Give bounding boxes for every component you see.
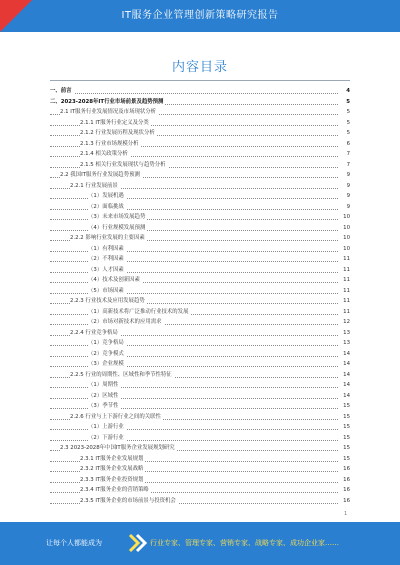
toc-entry-label: 2.3.2 IT服务企业发展战略 [80, 466, 144, 472]
toc-entry-label: （3）未来市场发展趋势 [88, 214, 146, 220]
toc-entry-page: 11 [341, 265, 350, 276]
toc-entry-page: 10 [341, 244, 350, 255]
toc-entry[interactable] [50, 370, 350, 381]
toc-entry-page: 5 [344, 97, 350, 108]
toc-entry-label: 二、2023-2028年IT行业市场前景及趋势预测 [50, 98, 164, 105]
toc-entry[interactable] [50, 191, 350, 202]
toc-entry[interactable] [50, 170, 350, 181]
toc-entry-page: 13 [341, 338, 350, 349]
toc-entry[interactable] [50, 307, 350, 318]
toc-entry-page: 16 [341, 464, 350, 475]
toc-entry-label: 2.1.3 行业市场规模分析 [80, 140, 139, 147]
toc-entry-page: 14 [341, 391, 350, 402]
toc-entry[interactable] [50, 86, 350, 97]
toc-entry-label: 2.1 IT服务行业发展情况及市场现状分析 [60, 109, 157, 115]
toc-entry-page: 15 [341, 443, 350, 454]
toc-entry[interactable] [50, 422, 350, 433]
toc-entry-page: 9 [345, 181, 350, 192]
footer-slogan: 行业专家、管理专家、营销专家、战略专家、成功企业家…… [150, 539, 339, 547]
toc-entry[interactable] [50, 149, 350, 160]
toc-entry[interactable] [50, 328, 350, 339]
toc-entry-page: 15 [341, 412, 350, 423]
toc-entry-label: 2.1.1 IT服务行业定义及分类 [80, 119, 149, 126]
toc-entry-label: 2.3.3 IT服务企业投资规划 [80, 476, 144, 483]
toc-entry-label: 2.1.4 相关政策分析 [80, 151, 128, 157]
toc-entry-label: （3）企业规模 [88, 361, 124, 367]
toc-entry-page: 12 [341, 317, 350, 328]
toc-entry-page: 13 [341, 328, 350, 339]
toc-entry[interactable] [50, 412, 350, 423]
toc-entry-page: 9 [345, 170, 350, 181]
toc-leader-dots [50, 93, 338, 94]
toc-entry-page: 9 [345, 191, 350, 202]
toc-entry-label: 2.2.3 行业技术及应用发展趋势 [70, 298, 145, 304]
toc-entry[interactable] [50, 475, 350, 486]
toc-entry-page: 11 [341, 254, 350, 265]
header-bar [0, 0, 400, 32]
toc-entry-page: 11 [341, 307, 350, 318]
toc-entry-page: 14 [341, 359, 350, 370]
toc-entry-page: 15 [341, 401, 350, 412]
toc-entry-page: 7 [345, 160, 350, 171]
toc-entry-label: （4）行业规模发展预测 [88, 224, 146, 231]
toc-entry[interactable] [50, 128, 350, 139]
toc-entry-label: （5）市场因素 [88, 287, 124, 294]
toc-entry[interactable] [50, 223, 350, 234]
toc-entry-label: 2.2.1 行业发展前景 [70, 182, 118, 189]
toc-entry[interactable] [50, 139, 350, 150]
toc-entry[interactable] [50, 244, 350, 255]
toc-entry[interactable] [50, 454, 350, 465]
toc-entry[interactable] [50, 107, 350, 118]
page-number: 1 [344, 511, 348, 517]
toc-entry[interactable] [50, 496, 350, 507]
toc-entry-label: 2.2.4 行业竞争格局 [70, 329, 118, 336]
toc-entry[interactable] [50, 349, 350, 360]
toc-entry-label: （1）高新技术将广泛推动行业技术的发展 [88, 308, 189, 315]
toc-entry[interactable] [50, 359, 350, 370]
toc-entry[interactable] [50, 265, 350, 276]
toc-entry[interactable] [50, 401, 350, 412]
toc-entry-page: 5 [345, 128, 350, 139]
toc-entry-page: 5 [345, 118, 350, 129]
toc-entry[interactable] [50, 433, 350, 444]
toc-entry-label: 2.2.6 行业与上下游行业之间的关联性 [70, 413, 161, 420]
toc-entry-page: 16 [341, 496, 350, 507]
toc-entry-label: （1）周期性 [88, 382, 119, 388]
toc-entry[interactable] [50, 485, 350, 496]
toc-entry-page: 10 [341, 212, 350, 223]
toc-divider [50, 80, 350, 81]
toc-entry-page: 4 [344, 86, 350, 97]
toc-entry-label: （2）区域性 [88, 392, 119, 399]
toc-entry-label: 2.3.1 IT服务企业发展规划 [80, 455, 144, 462]
toc-entry-page: 16 [341, 475, 350, 486]
toc-entry[interactable] [50, 97, 350, 108]
toc-entry-label: 2.1.5 相关行业发展现状与趋势分析 [80, 161, 166, 168]
toc-entry-page: 6 [345, 139, 350, 150]
toc-entry-label: 2.3 2023-2028年中国IT服务企业发展规划研究 [60, 445, 175, 451]
toc-entry-page: 15 [341, 433, 350, 444]
toc-entry-label: （1）发展机遇 [88, 193, 124, 199]
toc-entry-label: （3）季节性 [88, 403, 119, 409]
toc-entry[interactable] [50, 160, 350, 171]
toc-entry-label: （1）竞争格局 [88, 340, 124, 346]
toc-entry-label: 一、前言 [50, 88, 72, 94]
toc-entry-label: （4）技术及创新因素 [88, 277, 140, 283]
toc-entry-label: 2.2.5 行业的周期性、区域性和季节性特征 [70, 371, 172, 378]
toc-entry[interactable] [50, 212, 350, 223]
toc-entry[interactable] [50, 443, 350, 454]
toc-entry-page: 10 [341, 233, 350, 244]
toc-entry[interactable] [50, 275, 350, 286]
toc-entry-page: 9 [345, 202, 350, 213]
toc-entry-label: 2.2.2 影响行业发展的主要因素 [70, 235, 145, 241]
toc-entry[interactable] [50, 118, 350, 129]
report-title: IT服务企业管理创新策略研究报告 [121, 10, 279, 21]
toc-entry-page: 11 [341, 275, 350, 286]
toc-entry-label: （1）有利因素 [88, 245, 124, 252]
toc-entry-page: 16 [341, 485, 350, 496]
toc-heading: 内容目录 [171, 60, 228, 75]
toc-entry[interactable] [50, 254, 350, 265]
toc-entry-page: 11 [341, 286, 350, 297]
toc-entry-page: 14 [341, 380, 350, 391]
toc-entry[interactable] [50, 286, 350, 297]
toc-entry-page: 11 [341, 296, 350, 307]
toc-entry[interactable] [50, 464, 350, 475]
toc-entry[interactable] [50, 233, 350, 244]
toc-entry-page: 5 [345, 107, 350, 118]
toc-entry-label: （2）竞争模式 [88, 350, 124, 357]
table-of-contents [50, 86, 350, 506]
toc-entry-label: 2.1.2 行业发展历程及现状分析 [80, 130, 155, 136]
toc-entry[interactable] [50, 202, 350, 213]
toc-entry-label: （2）下游行业 [88, 434, 124, 441]
toc-entry[interactable] [50, 338, 350, 349]
toc-entry-label: （3）人才因素 [88, 266, 124, 273]
toc-entry-page: 15 [341, 422, 350, 433]
chevron-right-icon [124, 530, 150, 556]
toc-entry[interactable] [50, 181, 350, 192]
toc-entry[interactable] [50, 380, 350, 391]
footer-tagline: 让每个人都能成为 [46, 539, 102, 547]
toc-entry-page: 7 [345, 149, 350, 160]
toc-entry-label: 2.3.5 IT服务企业的市场前景与投资机会 [80, 497, 176, 504]
toc-entry-label: （2）不利因素 [88, 256, 124, 262]
toc-entry-page: 14 [341, 349, 350, 360]
toc-entry-label: （2）市场对新技术的应用需求 [88, 319, 162, 325]
toc-entry-page: 15 [341, 454, 350, 465]
toc-entry[interactable] [50, 296, 350, 307]
toc-entry-page: 14 [341, 370, 350, 381]
toc-entry-label: （1）上游行业 [88, 424, 124, 430]
toc-entry[interactable] [50, 317, 350, 328]
toc-entry-label: 2.3.4 IT服务企业的营销策略 [80, 487, 149, 493]
toc-entry-page: 10 [341, 223, 350, 234]
footer-bar [0, 522, 400, 565]
toc-entry-label: 2.2 我国IT服务行业发展趋势预测 [60, 172, 140, 178]
toc-entry[interactable] [50, 391, 350, 402]
toc-entry-label: （2）面临挑战 [88, 203, 124, 210]
